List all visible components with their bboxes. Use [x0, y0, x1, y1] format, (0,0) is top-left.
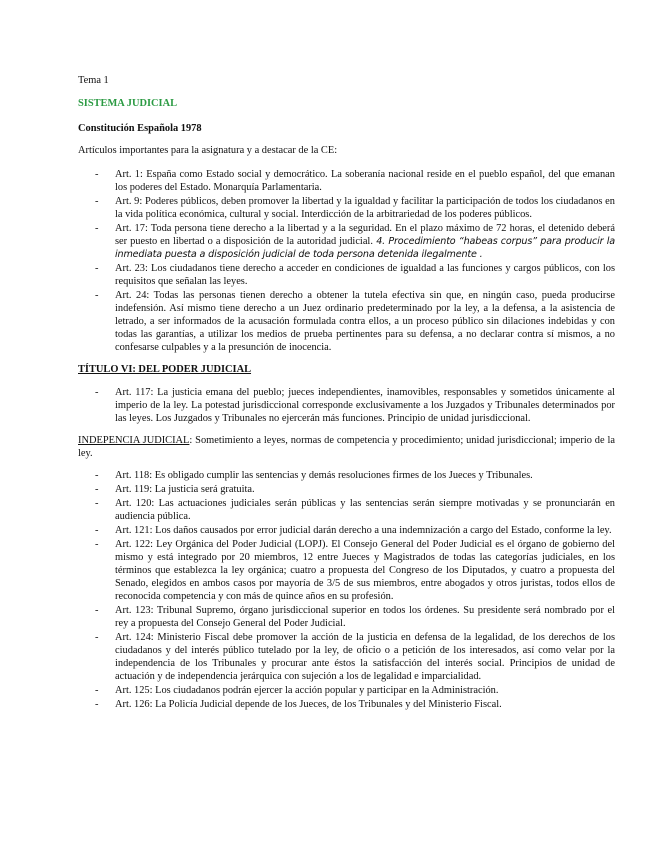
list-item-art17 — [78, 222, 615, 261]
list-item-art23: - Art. 23: Los ciudadanos tiene derecho a acceder en condiciones de igualdad a las funciones y cargos públicos, con los requisitos que señalan las leyes. — [78, 262, 615, 288]
subtitle: Constitución Española 1978 — [78, 123, 202, 134]
list-item-art123: - Art. 123: Tribunal Supremo, órgano jurisdiccional superior en todos los órdenes. Su presidente será nombrado por el rey a propuesta del Consejo General del Poder Judicial. — [78, 604, 615, 630]
independencia-label: INDEPENCIA JUDICIAL — [78, 435, 190, 446]
list-item-art121: - Art. 121: Los daños causados por error judicial darán derecho a una indemnización a cargo del Estado, conforme la ley. — [78, 524, 615, 537]
list-item-art117: - Art. 117: La justicia emana del pueblo; jueces independientes, inamovibles, responsables y sometidos únicamente al imperio de la ley. La potestad jurisdiccional corresponde exclusivamente a los Juzgados y Tribunales determinados por las leyes. Los Juzgados y Tribunales no ejercerán más funciones. Principio de unidad jurisdiccional. — [78, 386, 615, 425]
art17-handwritten-text: 4. Procedimiento “habeas corpus” para producir la inmediata puesta a disposición judicial de toda persona detenida ilegalmente . — [115, 236, 615, 260]
list-item-art124: - Art. 124: Ministerio Fiscal debe promover la acción de la justicia en defensa de la legalidad, de los derechos de los ciudadanos y del interés público tutelado por la ley, de oficio o a petición de los interesados, así como velar por la independencia de los Tribunales y procurar ante éstos la satisfacción del interés social. Principios de unidad de actuación y de independencia jerárquica con sujeción a los de legalidad e imparcialidad. — [78, 631, 615, 683]
title-vi-list — [78, 386, 615, 425]
list-item-art122: - Art. 122: Ley Orgánica del Poder Judicial (LOPJ). El Consejo General del Poder Judicial es el órgano de gobierno del mismo y está integrado por 20 miembros, 12 entre Jueces y Magistrados de todas las categorías judiciales, en los términos que establezca la ley orgánica; cuatro a propuesta del Congreso de los Diputados, y cuatro a propuesta del Senado, elegidos en ambos casos por mayoría de 3/5 de sus miembros, entre abogados y otros juristas, todos ellos de reconocida competencia y con más de quince años en su profesión. — [78, 538, 615, 603]
section-title: SISTEMA JUDICIAL — [78, 98, 178, 109]
tema-label: Tema 1 — [78, 75, 109, 86]
list-item-art120: - Art. 120: Las actuaciones judiciales serán públicas y las sentencias serán siempre motivadas y se pronunciarán en audiencia pública. — [78, 497, 615, 523]
art17-text: Art. 17: Toda persona tiene derecho a la libertad y a la seguridad. En el plazo máximo de 72 horas, el detenido deberá ser puesto en libertad o a disposición de la autoridad judicial. — [115, 223, 615, 247]
list-item-art119: - Art. 119: La justicia será gratuita. — [78, 483, 615, 496]
judicial-articles-list — [78, 469, 615, 711]
list-item-art1: - Art. 1: España como Estado social y democrático. La soberanía nacional reside en el pueblo español, del que emanan los poderes del Estado. Monarquía Parlamentaria. — [78, 168, 615, 194]
independencia-text: : Sometimiento a leyes, normas de competencia y procedimiento; unidad jurisdiccional; imperio de la ley. — [78, 435, 615, 459]
list-item-art9: - Art. 9: Poderes públicos, deben promover la libertad y la igualdad y facilitar la participación de todos los ciudadanos en la vida política económica, cultural y social. Interdicción de la arbitrariedad de los poderes públicos. — [78, 195, 615, 221]
independencia-paragraph — [78, 434, 615, 460]
constitution-articles-list — [78, 168, 615, 354]
list-item-art126: - Art. 126: La Policía Judicial depende de los Jueces, de los Tribunales y del Ministerio Fiscal. — [78, 698, 615, 711]
title-vi-heading: TÍTULO VI: DEL PODER JUDICIAL — [78, 364, 252, 375]
intro-text: Artículos importantes para la asignatura y a destacar de la CE: — [78, 145, 338, 156]
list-item-art24: - Art. 24: Todas las personas tienen derecho a obtener la tutela efectiva sin que, en ningún caso, pueda producirse indefensión. Así mismo tiene derecho a un Juez ordinario predeterminado por la ley, a la defensa, a la asistencia de letrado, a ser informados de la acusación formulada contra ellos, a un proceso público sin dilaciones indebidas y con todas las garantías, a utilizar los medios de prueba pertinentes para su defensa, a no declarar contra sí mismos, a no confesarse culpables y a la presunción de inocencia. — [78, 289, 615, 354]
list-item-art125: - Art. 125: Los ciudadanos podrán ejercer la acción popular y participar en la Administración. — [78, 684, 615, 697]
list-item-art118: - Art. 118: Es obligado cumplir las sentencias y demás resoluciones firmes de los Jueces y Tribunales. — [78, 469, 615, 482]
